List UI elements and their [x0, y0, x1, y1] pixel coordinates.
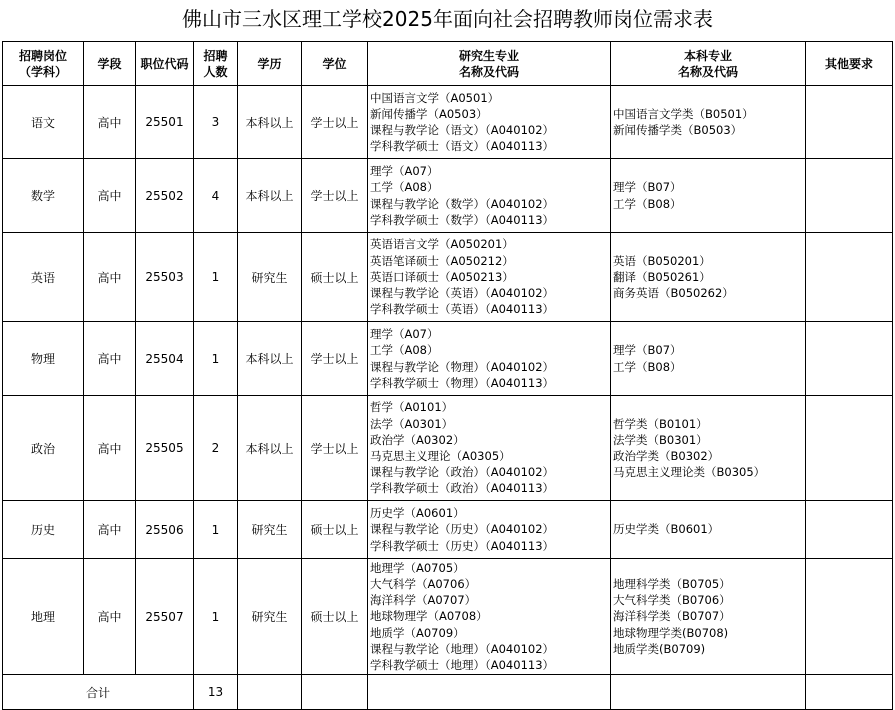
- header-ug-major: 本科专业 名称及代码: [611, 42, 806, 86]
- table-row: [3, 559, 893, 675]
- header-other: 其他要求: [806, 42, 893, 86]
- ug-major-item: 地球物理学类(B0708): [613, 625, 729, 640]
- education-cell: 研究生: [238, 559, 302, 675]
- ug-major-item: 理学（B07）: [613, 180, 682, 195]
- header-degree: 学位: [302, 42, 368, 86]
- count-cell: 1: [194, 559, 238, 675]
- degree-cell: 硕士以上: [302, 233, 368, 322]
- grad-major-item: 地理学（A0705）: [370, 560, 465, 575]
- other-cell: [806, 86, 893, 159]
- education-cell: 本科以上: [238, 86, 302, 159]
- grad-major-item: 工学（A08）: [370, 343, 439, 358]
- header-count: 招聘 人数: [194, 42, 238, 86]
- stage-cell: 高中: [84, 322, 136, 396]
- stage-cell: 高中: [84, 559, 136, 675]
- grad-major-item: 课程与教学论（政治）（A040102）: [370, 465, 555, 480]
- ug-major-item: 新闻传播学类（B0503）: [613, 123, 743, 137]
- grad-major-item: 中国语言文学（A0501）: [370, 90, 500, 105]
- table-row: [3, 86, 893, 159]
- degree-cell: 学士以上: [302, 159, 368, 233]
- count-cell: 3: [194, 86, 238, 159]
- code-cell: 25502: [136, 159, 194, 233]
- code-cell: 25503: [136, 233, 194, 322]
- header-row: [3, 42, 893, 86]
- grad-major-item: 课程与教学论（数学）（A040102）: [370, 196, 555, 211]
- header-code: 职位代码: [136, 42, 194, 86]
- subject-cell: 政治: [3, 396, 84, 501]
- ug-major-cell: [611, 396, 806, 501]
- grad-major-item: 工学（A08）: [370, 180, 439, 195]
- header-subject: 招聘岗位 （学科）: [3, 42, 84, 86]
- table-row: [3, 396, 893, 501]
- total-row: [3, 675, 893, 710]
- subject-cell: 英语: [3, 233, 84, 322]
- education-cell: 研究生: [238, 233, 302, 322]
- code-cell: 25504: [136, 322, 194, 396]
- grad-major-cell: [368, 86, 611, 159]
- ug-major-item: 大气科学类（B0706）: [613, 593, 731, 608]
- grad-major-item: 英语笔译硕士（A050212）: [370, 253, 514, 268]
- table-row: [3, 159, 893, 233]
- code-cell: 25506: [136, 501, 194, 559]
- grad-major-item: 学科教学硕士（英语）（A040113）: [370, 302, 555, 317]
- subject-cell: 数学: [3, 159, 84, 233]
- count-cell: 1: [194, 233, 238, 322]
- grad-major-item: 政治学（A0302）: [370, 432, 465, 447]
- header-stage: 学段: [84, 42, 136, 86]
- ug-major-item: 理学（B07）: [613, 343, 682, 358]
- ug-major-item: 商务英语（B050262）: [613, 286, 734, 301]
- ug-major-item: 地理科学类（B0705）: [613, 576, 731, 591]
- ug-major-cell: [611, 559, 806, 675]
- table-row: [3, 501, 893, 559]
- ug-major-item: 马克思主义理论类（B0305）: [613, 465, 766, 480]
- stage-cell: 高中: [84, 86, 136, 159]
- ug-major-cell: [611, 501, 806, 559]
- degree-cell: 学士以上: [302, 396, 368, 501]
- grad-major-item: 法学（A0301）: [370, 416, 454, 431]
- degree-cell: 硕士以上: [302, 501, 368, 559]
- grad-major-item: 海洋科学（A0707）: [370, 593, 477, 608]
- grad-major-item: 大气科学（A0706）: [370, 576, 477, 591]
- ug-major-cell: [611, 86, 806, 159]
- total-empty-cell: [611, 675, 806, 710]
- grad-major-item: 课程与教学论（语文）（A040102）: [370, 123, 555, 137]
- stage-cell: 高中: [84, 501, 136, 559]
- grad-major-item: 课程与教学论（地理）（A040102）: [370, 641, 555, 656]
- grad-major-item: 历史学（A0601）: [370, 506, 465, 521]
- ug-major-item: 法学类（B0301）: [613, 432, 708, 447]
- ug-major-item: 工学（B08）: [613, 196, 682, 211]
- other-cell: [806, 396, 893, 501]
- ug-major-item: 历史学类（B0601）: [613, 522, 720, 537]
- count-cell: 1: [194, 322, 238, 396]
- subject-cell: 物理: [3, 322, 84, 396]
- ug-major-item: 翻译（B050261）: [613, 269, 711, 284]
- grad-major-item: 学科教学硕士（政治）（A040113）: [370, 481, 555, 496]
- grad-major-item: 英语口译硕士（A050213）: [370, 269, 514, 284]
- stage-cell: 高中: [84, 233, 136, 322]
- count-cell: 1: [194, 501, 238, 559]
- ug-major-item: 海洋科学类（B0707）: [613, 609, 731, 624]
- grad-major-item: 学科教学硕士（语文）（A040113）: [370, 139, 555, 154]
- other-cell: [806, 322, 893, 396]
- grad-major-item: 学科教学硕士（物理）（A040113）: [370, 375, 555, 390]
- stage-cell: 高中: [84, 159, 136, 233]
- total-empty-cell: [302, 675, 368, 710]
- education-cell: 研究生: [238, 501, 302, 559]
- table-row: [3, 322, 893, 396]
- count-cell: 4: [194, 159, 238, 233]
- degree-cell: 硕士以上: [302, 559, 368, 675]
- other-cell: [806, 159, 893, 233]
- grad-major-item: 理学（A07）: [370, 327, 439, 342]
- ug-major-item: 工学（B08）: [613, 359, 682, 374]
- grad-major-item: 课程与教学论（英语）（A040102）: [370, 286, 555, 301]
- education-cell: 本科以上: [238, 322, 302, 396]
- other-cell: [806, 233, 893, 322]
- subject-cell: 语文: [3, 86, 84, 159]
- total-empty-cell: [368, 675, 611, 710]
- ug-major-item: 哲学类（B0101）: [613, 416, 708, 431]
- education-cell: 本科以上: [238, 396, 302, 501]
- header-education: 学历: [238, 42, 302, 86]
- grad-major-item: 地质学（A0709）: [370, 625, 465, 640]
- grad-major-item: 课程与教学论（历史）（A040102）: [370, 522, 555, 537]
- page-title: 佛山市三水区理工学校2025年面向社会招聘教师岗位需求表: [182, 7, 713, 31]
- code-cell: 25505: [136, 396, 194, 501]
- grad-major-item: 学科教学硕士（数学）（A040113）: [370, 212, 555, 227]
- other-cell: [806, 559, 893, 675]
- count-cell: 2: [194, 396, 238, 501]
- subject-cell: 历史: [3, 501, 84, 559]
- grad-major-cell: [368, 233, 611, 322]
- recruitment-table: [2, 41, 893, 710]
- ug-major-cell: [611, 159, 806, 233]
- grad-major-item: 理学（A07）: [370, 164, 439, 179]
- total-empty-cell: [806, 675, 893, 710]
- grad-major-item: 学科教学硕士（地理）（A040113）: [370, 658, 555, 672]
- other-cell: [806, 501, 893, 559]
- ug-major-item: 政治学类（B0302）: [613, 449, 720, 463]
- header-grad-major: 研究生专业 名称及代码: [368, 42, 611, 86]
- ug-major-cell: [611, 233, 806, 322]
- subject-cell: 地理: [3, 559, 84, 675]
- ug-major-cell: [611, 322, 806, 396]
- grad-major-cell: [368, 322, 611, 396]
- ug-major-item: 地质学类(B0709): [613, 641, 706, 656]
- grad-major-item: 新闻传播学（A0503）: [370, 106, 488, 121]
- degree-cell: 学士以上: [302, 86, 368, 159]
- grad-major-cell: [368, 559, 611, 675]
- ug-major-item: 中国语言文学类（B0501）: [613, 106, 754, 121]
- total-empty-cell: [238, 675, 302, 710]
- ug-major-item: 英语（B050201）: [613, 253, 711, 268]
- grad-major-item: 英语语言文学（A050201）: [370, 237, 514, 252]
- code-cell: 25507: [136, 559, 194, 675]
- education-cell: 本科以上: [238, 159, 302, 233]
- grad-major-cell: [368, 159, 611, 233]
- degree-cell: 学士以上: [302, 322, 368, 396]
- grad-major-cell: [368, 396, 611, 501]
- grad-major-item: 马克思主义理论（A0305）: [370, 449, 511, 463]
- grad-major-item: 学科教学硕士（历史）（A040113）: [370, 538, 555, 553]
- table-row: [3, 233, 893, 322]
- grad-major-item: 哲学（A0101）: [370, 400, 454, 415]
- grad-major-item: 地球物理学（A0708）: [370, 609, 488, 624]
- total-label: 合计: [3, 675, 194, 710]
- total-count: 13: [194, 675, 238, 710]
- grad-major-cell: [368, 501, 611, 559]
- stage-cell: 高中: [84, 396, 136, 501]
- grad-major-item: 课程与教学论（物理）（A040102）: [370, 359, 555, 374]
- code-cell: 25501: [136, 86, 194, 159]
